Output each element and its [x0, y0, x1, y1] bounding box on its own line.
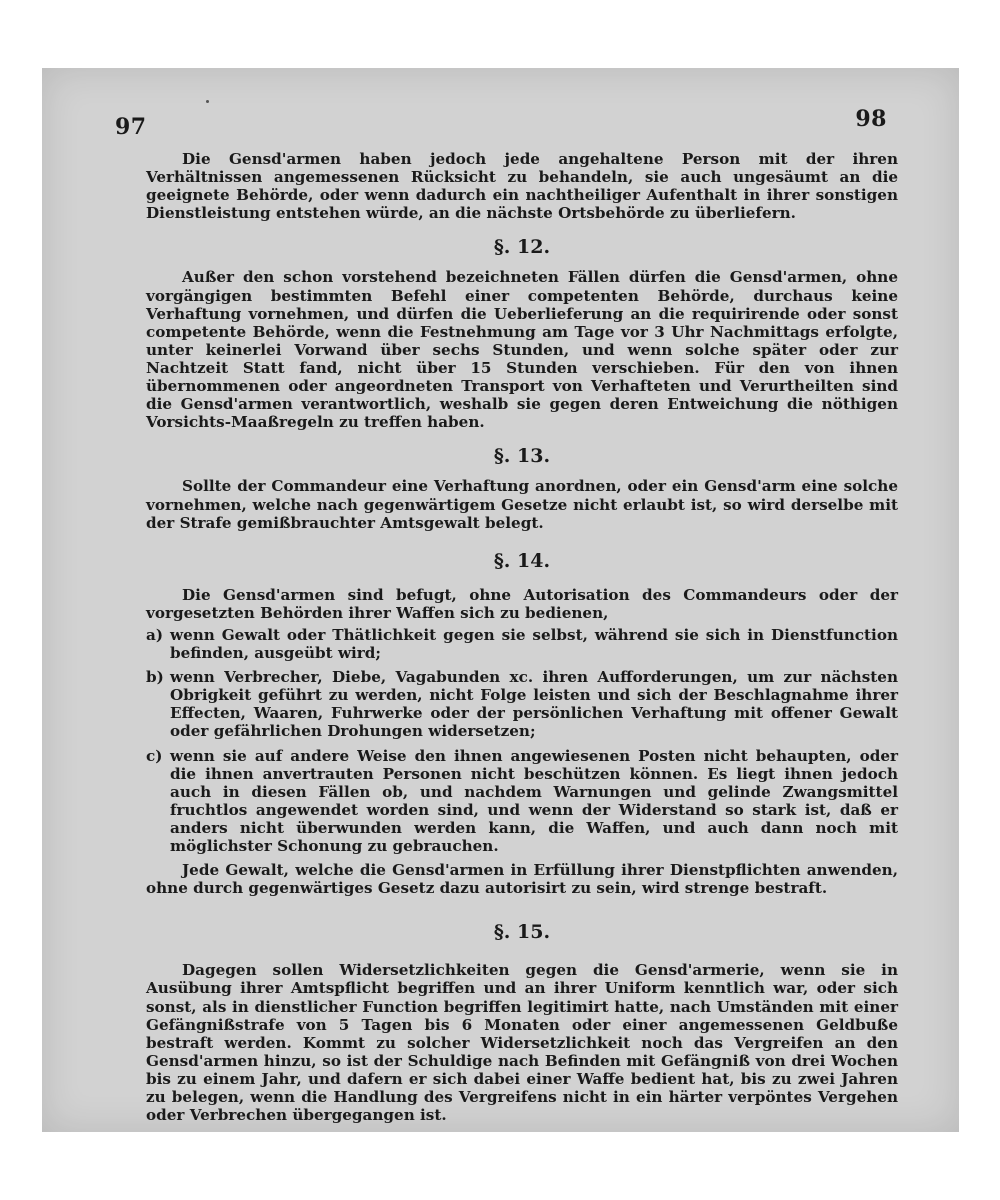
- page-content: [42, 68, 959, 1132]
- section-14-heading: §. 14.: [493, 549, 551, 572]
- list-item-text: wenn Gewalt oder Thätlichkeit gegen sie selbst, während sie sich in Dienstfunction befinden, ausgeübt wird;: [170, 625, 898, 663]
- list-item: [146, 626, 898, 662]
- section-15-heading: §. 15.: [493, 921, 551, 944]
- list-item-text: wenn Verbrecher, Diebe, Vagabunden xc. ihren Aufforderungen, um zur nächsten Obrigkeit geführt zu werden, nicht Folge leisten und sich der Beschlagnahme ihrer Effecten, Waaren, Fuhrwerke oder der persönlichen Verhaftung mit offener Gewalt oder gefährlichen Drohungen widersetzen;: [170, 668, 898, 741]
- list-item-label: a): [146, 625, 164, 644]
- intro-paragraph: Die Gensd'armen haben jedoch jede angehaltene Person mit der ihren Verhältnissen angemessenen Rücksicht zu behandeln, sie auch ungesäumt an die geeignete Behörde, oder wenn dadurch ein nachtheiliger Aufenthalt in ihrer sonstigen Dienstleistung entstehen würde, an die nächste Ortsbehörde zu überliefern.: [146, 150, 898, 223]
- body-text: [146, 150, 898, 1124]
- section-14-intro: Die Gensd'armen sind befugt, ohne Autorisation des Commandeurs oder der vorgesetzten Behörden ihrer Waffen sich zu bedienen,: [146, 585, 898, 622]
- section-13-heading: §. 13.: [493, 445, 551, 468]
- scan-speck: [206, 100, 209, 103]
- section-15-text: Dagegen sollen Widersetzlichkeiten gegen die Gensd'armerie, wenn sie in Ausübung ihrer Amtspflicht begriffen und an ihrer Uniform kenntlich war, oder sich sonst, als in dienstlicher Function begriffen legitimirt hatte, nach Umständen mit einer Gefängnißstrafe von 5 Tagen bis 6 Monaten oder einer angemessenen Geldbuße bestraft werden. Kommt zu solcher Widersetzlichkeit noch das Vergreifen an den Gensd'armen hinzu, so ist der Schuldige nach Befinden mit Gefängniß von drei Wochen bis zu einem Jahr, und dafern er sich dabei einer Waffe bedient hat, bis zu zwei Jahren zu belegen, wenn die Handlung des Vergreifens nicht in ein härter verpöntes Vergehen oder Verbrechen übergegangen ist.: [146, 961, 898, 1125]
- section-12-text: Außer den schon vorstehend bezeichneten Fällen dürfen die Gensd'armen, ohne vorgängigen bestimmten Befehl einer competenten Behörde, durchaus keine Verhaftung vornehmen, und dürfen die Ueberlieferung an die requirirende oder sonst competente Behörde, wenn die Festnehmung am Tage vor 3 Uhr Nachmittags erfolgte, unter keinerlei Vorwand über sechs Stunden, und wenn solche später oder zur Nachtzeit Statt fand, nicht über 15 Stunden verschieben. Für den von ihnen übernommenen oder angeordneten Transport von Verhafteten und Verurtheilten sind die Gensd'armen verantwortlich, weshalb sie gegen deren Entweichung die nöthigen Vorsichts-Maaßregeln zu treffen haben.: [146, 268, 898, 432]
- section-12-heading: §. 12.: [493, 236, 551, 259]
- page-number-left: 97: [115, 114, 147, 140]
- section-14-closing: Jede Gewalt, welche die Gensd'armen in Erfüllung ihrer Dienstpflichten anwenden, ohne durch gegenwärtiges Gesetz dazu autorisirt zu sein, wird strenge bestraft.: [146, 861, 898, 898]
- scanned-page: [42, 68, 959, 1132]
- section-14-list: [146, 626, 898, 855]
- list-item: [146, 668, 898, 740]
- page-number-right: 98: [855, 106, 887, 132]
- list-item-label: c): [146, 746, 163, 765]
- section-13-text: Sollte der Commandeur eine Verhaftung anordnen, oder ein Gensd'arm eine solche vornehmen, welche nach gegenwärtigem Gesetze nicht erlaubt ist, so wird derselbe mit der Strafe gemißbrauchter Amtsgewalt belegt.: [146, 477, 898, 532]
- list-item-text: wenn sie auf andere Weise den ihnen angewiesenen Posten nicht behaupten, oder die ihnen anvertrauten Personen nicht beschützen können. Es liegt ihnen jedoch auch in diesen Fällen ob, und nachdem Warnungen und gelinde Zwangsmittel fruchtlos angewendet worden sind, und wenn der Widerstand so stark ist, daß er anders nicht überwunden werden kann, die Waffen, und auch dann noch mit möglichster Schonung zu gebrauchen.: [170, 746, 898, 855]
- list-item-label: b): [146, 668, 164, 687]
- list-item: [146, 747, 898, 856]
